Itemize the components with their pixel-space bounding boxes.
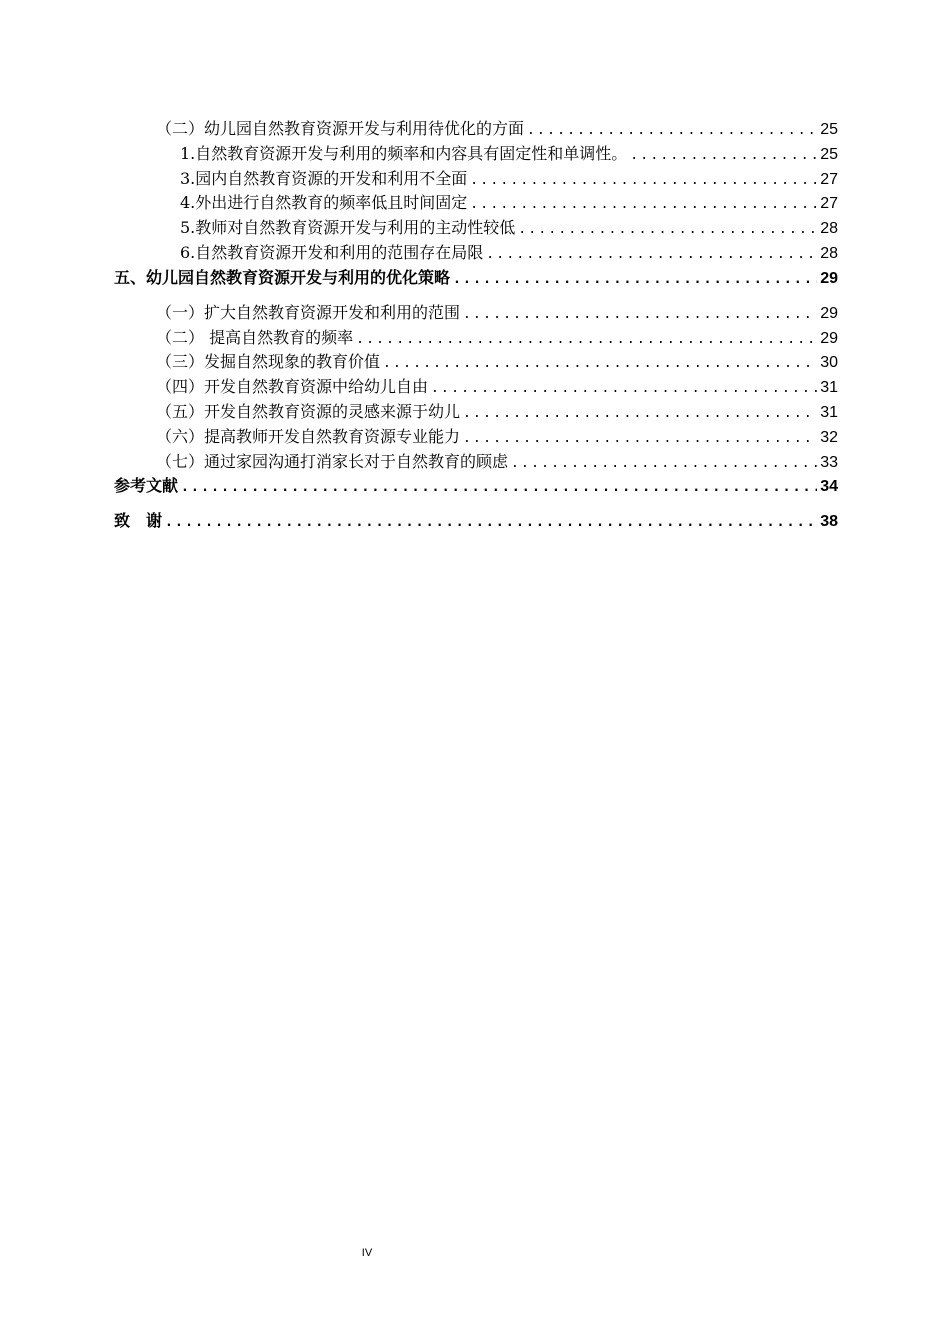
toc-entry-page: 38 bbox=[820, 513, 838, 531]
toc-entry-page: 27 bbox=[820, 195, 838, 213]
toc-entry-page: 29 bbox=[820, 269, 838, 287]
toc-entry[interactable] bbox=[114, 424, 838, 449]
toc-entry-page: 34 bbox=[820, 478, 838, 496]
toc-dot-leader bbox=[511, 456, 817, 471]
toc-dot-leader bbox=[518, 222, 817, 237]
toc-entry[interactable] bbox=[114, 215, 838, 240]
toc-dot-leader bbox=[356, 332, 817, 347]
toc-entry-title: 1.自然教育资源开发与利用的频率和内容具有固定性和单调性。 bbox=[180, 143, 628, 163]
toc-dot-leader bbox=[463, 307, 817, 322]
toc-entry-title: 五、幼儿园自然教育资源开发与利用的优化策略 bbox=[114, 267, 451, 287]
toc-dot-leader bbox=[630, 148, 817, 163]
toc-entry-page: 29 bbox=[820, 329, 838, 347]
toc-entry-page: 28 bbox=[820, 244, 838, 262]
toc-entry[interactable] bbox=[114, 166, 838, 191]
toc-dot-leader bbox=[181, 480, 817, 495]
toc-entry-title: 4.外出进行自然教育的频率低且时间固定 bbox=[180, 193, 468, 213]
toc-chapter-entry[interactable] bbox=[114, 508, 838, 535]
toc-entry-title: （二）幼儿园自然教育资源开发与利用待优化的方面 bbox=[156, 119, 525, 138]
toc-chapter-entry[interactable] bbox=[114, 265, 838, 292]
toc-entry-page: 27 bbox=[820, 170, 838, 188]
toc-entry-page: 33 bbox=[820, 453, 838, 471]
toc-entry-page: 31 bbox=[820, 403, 838, 421]
toc-entry-page: 32 bbox=[820, 428, 838, 446]
toc-entry[interactable] bbox=[114, 240, 838, 265]
toc-entry[interactable] bbox=[114, 325, 838, 350]
toc-dot-leader bbox=[431, 381, 817, 396]
toc-entry[interactable] bbox=[114, 349, 838, 374]
toc-entry-title: （四）开发自然教育资源中给幼儿自由 bbox=[156, 377, 429, 397]
toc-entry[interactable] bbox=[114, 141, 838, 166]
toc-dot-leader bbox=[463, 431, 817, 446]
toc-entry-title: （七）通过家园沟通打消家长对于自然教育的顾虑 bbox=[156, 451, 509, 471]
toc-entry[interactable] bbox=[114, 300, 838, 325]
toc-entry-title: （六）提高教师开发自然教育资源专业能力 bbox=[156, 426, 461, 446]
toc-entry-title: 6.自然教育资源开发和利用的范围存在局限 bbox=[180, 242, 484, 262]
toc-entry-title: （三）发掘自然现象的教育价值 bbox=[156, 352, 381, 372]
toc-entry-title: 参考文献 bbox=[114, 476, 179, 496]
toc-dot-leader bbox=[383, 356, 817, 371]
toc-entry-title: 5.教师对自然教育资源开发与利用的主动性较低 bbox=[180, 218, 516, 238]
toc-entry-title: 致 谢 bbox=[114, 511, 163, 531]
toc-entry-title: （二） 提高自然教育的频率 bbox=[156, 327, 354, 347]
toc-entry-page: 30 bbox=[820, 354, 838, 372]
toc-entry-page: 25 bbox=[820, 121, 838, 138]
toc-entry[interactable] bbox=[114, 399, 838, 424]
toc-dot-leader bbox=[463, 406, 817, 421]
toc-entry[interactable] bbox=[114, 449, 838, 474]
page-number: IV bbox=[361, 1247, 373, 1259]
toc-entry[interactable] bbox=[114, 374, 838, 399]
toc-dot-leader bbox=[165, 515, 817, 530]
toc-dot-leader bbox=[470, 197, 817, 212]
toc-chapter-entry[interactable] bbox=[114, 473, 838, 500]
toc-entry-title: 3.园内自然教育资源的开发和利用不全面 bbox=[180, 168, 468, 188]
toc-entry[interactable] bbox=[114, 190, 838, 215]
toc-dot-leader bbox=[486, 247, 817, 262]
toc-entry[interactable] bbox=[114, 116, 838, 141]
toc-entry-title: （五）开发自然教育资源的灵感来源于幼儿 bbox=[156, 401, 461, 421]
toc-dot-leader bbox=[527, 123, 817, 138]
toc-entry-page: 28 bbox=[820, 220, 838, 238]
toc-dot-leader bbox=[470, 173, 817, 188]
toc-dot-leader bbox=[453, 272, 817, 287]
table-of-contents bbox=[114, 116, 838, 535]
toc-entry-page: 25 bbox=[820, 145, 838, 163]
toc-entry-title: （一）扩大自然教育资源开发和利用的范围 bbox=[156, 302, 461, 322]
toc-entry-page: 29 bbox=[820, 304, 838, 322]
toc-entry-page: 31 bbox=[820, 379, 838, 397]
